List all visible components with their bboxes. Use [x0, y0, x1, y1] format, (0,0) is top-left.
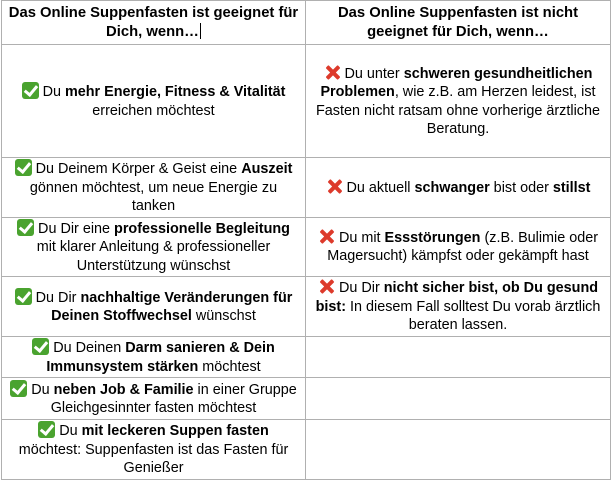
check-mark-icon [17, 219, 34, 236]
bold-text: mehr Energie, Fitness & Vitalität [64, 84, 286, 100]
table-row [2, 277, 611, 337]
criterion-text [347, 180, 591, 196]
criterion-text [316, 66, 600, 138]
text-cursor [200, 23, 201, 39]
cross-mark-icon [318, 278, 335, 295]
cross-mark-icon [326, 178, 343, 195]
cross-mark-icon [318, 228, 335, 245]
bold-text: professionelle Begleitung [114, 220, 290, 237]
suitability-table [1, 0, 611, 480]
check-mark-icon [32, 338, 49, 355]
cross-mark-icon [324, 64, 341, 81]
criterion-text [327, 230, 598, 265]
plain-text: mit klarer Anleitung & professioneller Unterstützung wünschst [36, 239, 271, 274]
bold-text: neben Job & Familie [53, 381, 194, 398]
table-row [2, 420, 611, 480]
plain-text: möchtest [198, 358, 261, 375]
check-mark-icon [15, 159, 32, 176]
suitable-cell [2, 378, 306, 420]
table-row [2, 337, 611, 378]
criterion-text [37, 221, 290, 274]
plain-text: bist oder [489, 179, 553, 196]
suitable-cell [2, 337, 306, 378]
bold-text: schwanger [414, 179, 490, 196]
bold-text: Essstörungen [384, 229, 481, 246]
header-row [2, 1, 611, 45]
table-row [2, 158, 611, 218]
criterion-text [36, 290, 293, 325]
suitable-cell [2, 158, 306, 218]
check-mark-icon [22, 82, 39, 99]
plain-text: in einer Gruppe Gleichgesinnter fasten möchtest [50, 381, 297, 416]
plain-text: Du mit [338, 229, 385, 246]
not-suitable-cell [306, 277, 611, 337]
bold-text: nachhaltige Veränderungen für Deinen Stoffwechsel [51, 289, 293, 324]
suitable-cell [2, 45, 306, 158]
check-mark-icon [10, 380, 27, 397]
table-row [2, 378, 611, 420]
suitable-cell [2, 217, 306, 277]
plain-text: gönnen möchtest, um neue Energie zu tanken [29, 179, 278, 214]
criterion-text [31, 382, 297, 417]
plain-text: Du aktuell [346, 179, 415, 196]
header-suitable: Das Online Suppenfasten ist geeignet für Dich, wenn… [2, 1, 306, 45]
check-mark-icon [15, 288, 32, 305]
not-suitable-cell [306, 158, 611, 218]
suitable-cell [2, 277, 306, 337]
empty-cell [306, 378, 611, 420]
criterion-text [30, 161, 292, 214]
plain-text: Du [59, 423, 82, 439]
table-row [2, 45, 611, 158]
bold-text: mit leckeren Suppen fasten [81, 423, 269, 439]
not-suitable-cell [306, 45, 611, 158]
plain-text: Du Deinen [53, 340, 126, 356]
plain-text: Du Dir eine [38, 220, 115, 237]
plain-text: , wie z.B. am Herzen leidest, ist Fasten nicht ratsam ohne vorherige ärztliche Beratung. [316, 84, 600, 137]
suitable-cell [2, 420, 306, 480]
plain-text: Du Deinem Körper & Geist eine [35, 161, 242, 177]
plain-text: Du Dir [35, 289, 81, 306]
bold-text: Auszeit [241, 161, 293, 177]
criterion-text [43, 84, 286, 119]
plain-text: erreichen möchtest [92, 102, 215, 119]
table-row [2, 217, 611, 277]
plain-text: Du [42, 84, 65, 100]
plain-text: Du [31, 381, 54, 398]
criterion-text [19, 423, 289, 476]
not-suitable-cell [306, 217, 611, 277]
criterion-text [316, 280, 601, 333]
empty-cell [306, 420, 611, 480]
plain-text: In diesem Fall solltest Du vorab ärztlich beraten lassen. [346, 298, 601, 334]
bold-text: stillst [552, 179, 591, 196]
plain-text: Du Dir [338, 280, 384, 297]
criterion-text [46, 340, 274, 375]
plain-text: möchtest: Suppenfasten ist das Fasten für Genießer [18, 441, 289, 476]
plain-text: (z.B. Bulimie oder Magersucht) kämpfst oder gekämpft hast [327, 229, 599, 265]
plain-text: wünschst [191, 308, 256, 324]
check-mark-icon [38, 421, 55, 438]
plain-text: Du unter [344, 65, 404, 82]
header-not-suitable: Das Online Suppenfasten ist nicht geeignet für Dich, wenn… [306, 1, 611, 45]
empty-cell [306, 337, 611, 378]
bold-text: schweren gesundheitlichen Problemen [320, 65, 593, 100]
bold-text: Darm sanieren & Dein Immunsystem stärken [46, 340, 275, 375]
bold-text: nicht sicher bist, ob Du gesund bist: [315, 280, 599, 315]
